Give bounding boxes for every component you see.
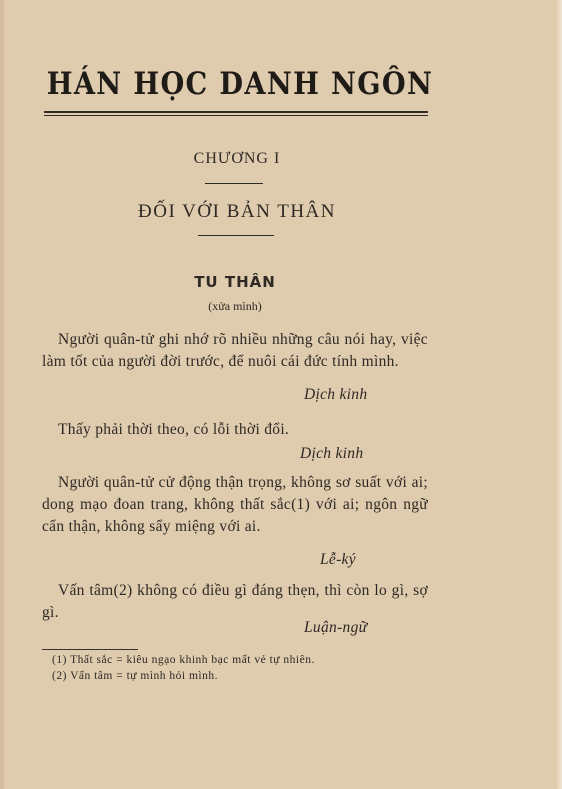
footnote: (1) Thất sắc = kiêu ngạo khinh bạc mất vẻ tự nhiên.: [52, 654, 315, 666]
section-title: TU THÂN: [194, 273, 276, 291]
title-rule-thick: [44, 111, 428, 113]
section-subtitle: (xửa mình): [208, 299, 262, 313]
entry-text: Người quân-tử ghi nhớ rõ nhiều những câu nói hay, việc làm tốt của người đời trước, để nuôi cái đức tính mình.: [42, 331, 428, 370]
entry-source: Dịch kinh: [304, 386, 368, 403]
entry-text: Thấy phải thời theo, có lỗi thời đổi.: [58, 421, 290, 438]
entry-text: Vấn tâm(2) không có điều gì đáng thẹn, thì còn lo gì, sợ gì.: [42, 582, 428, 621]
entry-source: Luận-ngữ: [304, 619, 368, 636]
page-left-edge: [0, 0, 4, 789]
entry-text: Người quân-tử cử động thận trọng, không sơ suất với ai; dong mạo đoan trang, không thất sắc(1) với ai; ngôn ngữ cẩn thận, không sẩy miệng với ai.: [42, 474, 428, 535]
book-title: HÁN HỌC DANH NGÔN: [46, 66, 434, 102]
footnote: (2) Vấn tâm = tự mình hỏi mình.: [52, 670, 218, 682]
title-rule-thin: [44, 115, 428, 116]
chapter-divider: [205, 183, 263, 184]
entry-source: Lễ-ký: [320, 551, 356, 568]
chapter-title-divider: [198, 235, 274, 236]
chapter-number: CHƯƠNG I: [193, 150, 281, 167]
entry-source: Dịch kinh: [300, 445, 364, 462]
footnote-rule: [42, 649, 138, 650]
page-right-edge: [557, 0, 562, 789]
chapter-title: ĐỐI VỚI BẢN THÂN: [138, 201, 336, 222]
